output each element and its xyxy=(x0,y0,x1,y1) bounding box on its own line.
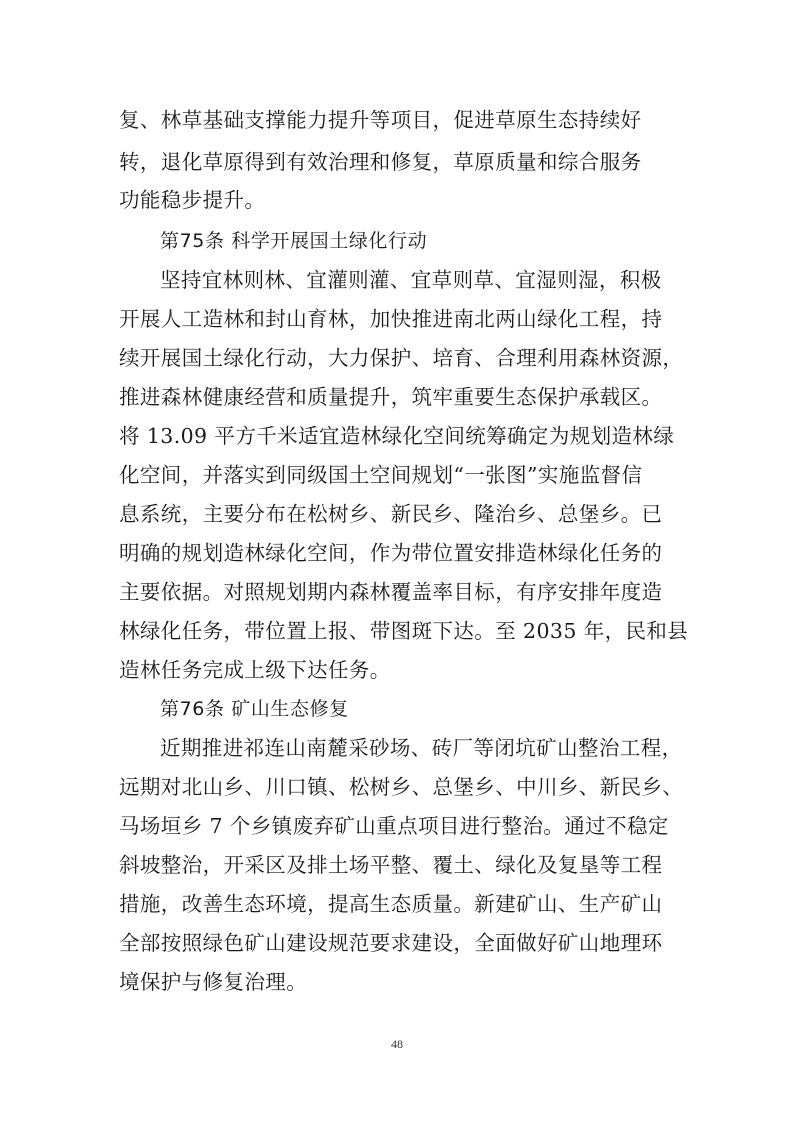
paragraph-line: 续开展国土绿化行动，大力保护、培育、合理利用森林资源， xyxy=(119,346,684,370)
paragraph-line: 林绿化任务，带位置上报、带图斑下达。至 2035 年，民和县 xyxy=(119,619,689,643)
paragraph-line: 功能稳步提升。 xyxy=(119,188,266,212)
paragraph-line: 复、林草基础支撑能力提升等项目，促进草原生态持续好 xyxy=(119,108,642,132)
section-heading-article-76: 第76条 矿山生态修复 xyxy=(160,698,349,720)
section-heading-article-75: 第75条 科学开展国土绿化行动 xyxy=(160,230,428,252)
paragraph-line: 开展人工造林和封山育林，加快推进南北两山绿化工程，持 xyxy=(119,307,663,331)
paragraph-line: 转，退化草原得到有效治理和修复，草原质量和综合服务 xyxy=(119,150,642,174)
paragraph-line: 造林任务完成上级下达任务。 xyxy=(119,658,391,682)
paragraph-line: 息系统，主要分布在松树乡、新民乡、隆治乡、总堡乡。已 xyxy=(119,502,663,526)
paragraph-line: 坚持宜林则林、宜灌则灌、宜草则草、宜湿则湿，积极 xyxy=(160,268,662,292)
paragraph-line: 远期对北山乡、川口镇、松树乡、总堡乡、中川乡、新民乡、 xyxy=(119,775,684,799)
paragraph-line: 近期推进祁连山南麓采砂场、砖厂等闭坑矿山整治工程， xyxy=(160,736,683,760)
paragraph-line: 马场垣乡 7 个乡镇废弃矿山重点项目进行整治。通过不稳定 xyxy=(119,814,669,838)
paragraph-line: 化空间，并落实到同级国土空间规划“一张图”实施监督信 xyxy=(119,463,643,487)
paragraph-line: 推进森林健康经营和质量提升，筑牢重要生态保护承载区。 xyxy=(119,385,663,409)
page-number: 48 xyxy=(391,1037,403,1051)
paragraph-line: 主要依据。对照规划期内森林覆盖率目标，有序安排年度造 xyxy=(119,580,663,604)
paragraph-line: 境保护与修复治理。 xyxy=(119,970,308,994)
paragraph-line: 明确的规划造林绿化空间，作为带位置安排造林绿化任务的 xyxy=(119,541,663,565)
paragraph-line: 将 13.09 平方千米适宜造林绿化空间统筹确定为规划造林绿 xyxy=(119,424,675,448)
paragraph-line: 斜坡整治，开采区及排土场平整、覆土、绿化及复垦等工程 xyxy=(119,853,663,877)
paragraph-line: 措施，改善生态环境，提高生态质量。新建矿山、生产矿山 xyxy=(119,892,663,916)
paragraph-line: 全部按照绿色矿山建设规范要求建设，全面做好矿山地理环 xyxy=(119,931,663,955)
